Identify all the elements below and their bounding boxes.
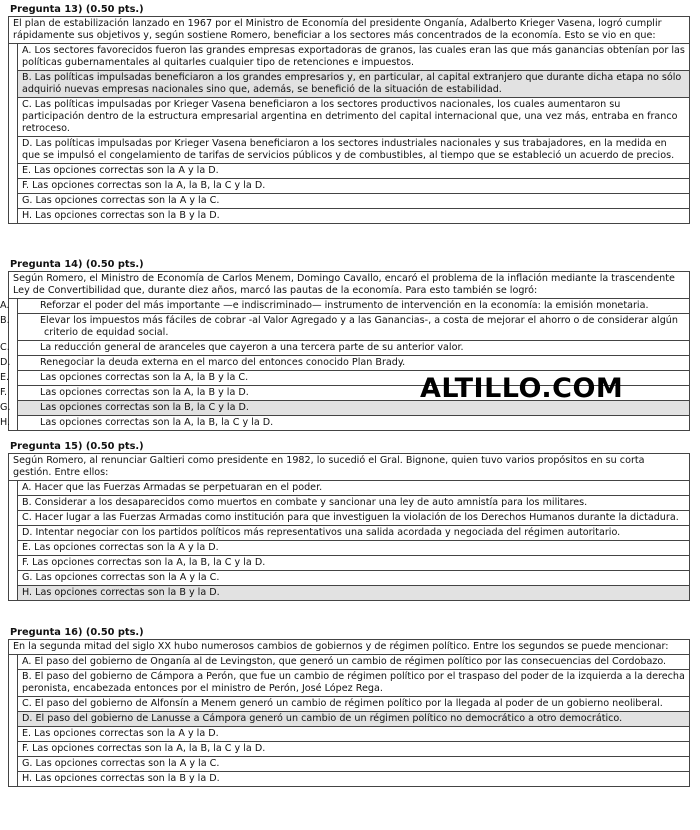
- option-text: Renegociar la deuda externa en el marco del entonces conocido Plan Brady.: [40, 357, 406, 368]
- watermark: ALTILLO.COM: [420, 373, 624, 404]
- question-text: Según Romero, al renunciar Galtieri como presidente en 1982, lo sucedió el Gral. Bignone, quien tuvo varios propósitos en su corta gestión. Entre ellos:: [9, 454, 689, 481]
- option-a[interactable]: A. Los sectores favorecidos fueron las grandes empresas exportadoras de granos, las cuales eran las que más ganancias obtenían por las políticas gubernamentales al quitarles cualquier tipo de retenciones e impuestos.: [17, 44, 689, 71]
- question-box: [8, 453, 690, 601]
- option-f[interactable]: F. Las opciones correctas son la A, la B, la C y la D.: [17, 556, 689, 571]
- option-text: Las opciones correctas son la B, la C y la D.: [40, 402, 249, 413]
- option-letter: H.: [0, 417, 11, 428]
- question-title: Pregunta 16) (0.50 pts.): [10, 627, 144, 638]
- question-title: Pregunta 15) (0.50 pts.): [10, 441, 144, 452]
- question-text: Según Romero, el Ministro de Economía de Carlos Menem, Domingo Cavallo, encaró el problema de la inflación mediante la trascendente Ley de Convertibilidad que, durante diez años, marcó las pautas de la economía. Para esto también se logró:: [9, 272, 689, 299]
- option-e[interactable]: E. Las opciones correctas son la A y la D.: [17, 541, 689, 556]
- option-d[interactable]: [0, 356, 689, 371]
- option-g[interactable]: G. Las opciones correctas son la A y la C.: [17, 194, 689, 209]
- question-16: [8, 626, 690, 787]
- option-letter: C.: [0, 342, 10, 353]
- option-f[interactable]: F. Las opciones correctas son la A, la B, la C y la D.: [17, 179, 689, 194]
- option-b[interactable]: [0, 314, 689, 341]
- option-g[interactable]: G. Las opciones correctas son la A y la C.: [17, 571, 689, 586]
- option-d[interactable]: D. Las políticas impulsadas por Krieger Vasena beneficiaron a los sectores industriales nacionales y sus trabajadores, en la medida en que se impulsó el congelamiento de tarifas de servicios públicos y de combustibles, al tiempo que se estableció un acuerdo de precios.: [17, 137, 689, 164]
- option-letter: G.: [0, 402, 11, 413]
- option-g[interactable]: G. Las opciones correctas son la A y la C.: [17, 757, 689, 772]
- option-text: Las opciones correctas son la A, la B, la C y la D.: [40, 417, 274, 428]
- option-b[interactable]: B. El paso del gobierno de Cámpora a Perón, que fue un cambio de régimen político por el traspaso del poder de la izquierda a la derecha peronista, encabezada entonces por el ministro de Perón, José López Rega.: [17, 670, 689, 697]
- option-a[interactable]: A. El paso del gobierno de Onganía al de Levingston, que generó un cambio de régimen político por las consecuencias del Cordobazo.: [17, 655, 689, 670]
- question-text: El plan de estabilización lanzado en 1967 por el Ministro de Economía del presidente Onganía, Adalberto Krieger Vasena, logró cumplir rápidamente sus objetivos y, según sostiene Romero, beneficiar a los sectores más concentrados de la economía. Esto se vio en que:: [9, 17, 689, 44]
- option-a[interactable]: [0, 299, 689, 314]
- option-text: Las opciones correctas son la A, la B y la D.: [40, 387, 249, 398]
- question-13: [8, 3, 690, 224]
- option-letter: E.: [0, 372, 10, 383]
- option-text: Elevar los impuestos más fáciles de cobrar -al Valor Agregado y a las Ganancias-, a costa de mejorar el ahorro o de considerar algún criterio de equidad social.: [40, 315, 678, 338]
- option-d[interactable]: D. El paso del gobierno de Lanusse a Cámpora generó un cambio de un régimen político no democrático a otro democrático.: [17, 712, 689, 727]
- option-b[interactable]: B. Las políticas impulsadas beneficiaron a los grandes empresarios y, en particular, al capital extranjero que durante dicha etapa no sólo adquirió nuevas empresas nacionales sino que, además, se benefició de la situación de estabilidad.: [17, 71, 689, 98]
- option-c[interactable]: C. El paso del gobierno de Alfonsín a Menem generó un cambio de régimen político por la llegada al poder de un gobierno neoliberal.: [17, 697, 689, 712]
- option-e[interactable]: E. Las opciones correctas son la A y la D.: [17, 164, 689, 179]
- option-c[interactable]: C. Hacer lugar a las Fuerzas Armadas como institución para que investiguen la violación de los Derechos Humanos durante la dictadura.: [17, 511, 689, 526]
- question-text: En la segunda mitad del siglo XX hubo numerosos cambios de gobiernos y de régimen político. Entre los segundos se puede mencionar:: [9, 640, 689, 655]
- option-text: Las opciones correctas son la A, la B y la C.: [40, 372, 249, 383]
- question-box: [8, 16, 690, 224]
- option-a[interactable]: A. Hacer que las Fuerzas Armadas se perpetuaran en el poder.: [17, 481, 689, 496]
- question-box: [8, 639, 690, 787]
- option-h[interactable]: H. Las opciones correctas son la B y la D.: [17, 586, 689, 600]
- question-title: Pregunta 13) (0.50 pts.): [10, 4, 144, 15]
- question-14: [0, 258, 690, 431]
- option-c[interactable]: C. Las políticas impulsadas por Krieger Vasena beneficiaron a los sectores productivos nacionales, los cuales aumentaron su participación dentro de la estructura empresarial argentina en detrimento del capital internacional que, una vez más, entraba en franco retroceso.: [17, 98, 689, 137]
- question-title: Pregunta 14) (0.50 pts.): [10, 259, 144, 270]
- option-b[interactable]: B. Considerar a los desaparecidos como muertos en combate y sancionar una ley de auto amnistía para los militares.: [17, 496, 689, 511]
- option-h[interactable]: H. Las opciones correctas son la B y la D.: [17, 209, 689, 223]
- option-d[interactable]: D. Intentar negociar con los partidos políticos más representativos una salida acordada y negociada del régimen autoritario.: [17, 526, 689, 541]
- option-f[interactable]: F. Las opciones correctas son la A, la B, la C y la D.: [17, 742, 689, 757]
- option-letter: D.: [0, 357, 11, 368]
- option-text: Reforzar el poder del más importante —e indiscriminado— instrumento de intervención en la economía: la emisión monetaria.: [40, 300, 649, 311]
- option-h[interactable]: [0, 416, 689, 430]
- question-box: [0, 271, 690, 431]
- question-15: [8, 440, 690, 601]
- option-e[interactable]: E. Las opciones correctas son la A y la D.: [17, 727, 689, 742]
- option-h[interactable]: H. Las opciones correctas son la B y la D.: [17, 772, 689, 786]
- option-text: La reducción general de aranceles que cayeron a una tercera parte de su anterior valor.: [40, 342, 464, 353]
- option-c[interactable]: [0, 341, 689, 356]
- option-letter: B.: [0, 315, 10, 326]
- option-letter: F.: [0, 387, 8, 398]
- option-letter: A.: [0, 300, 10, 311]
